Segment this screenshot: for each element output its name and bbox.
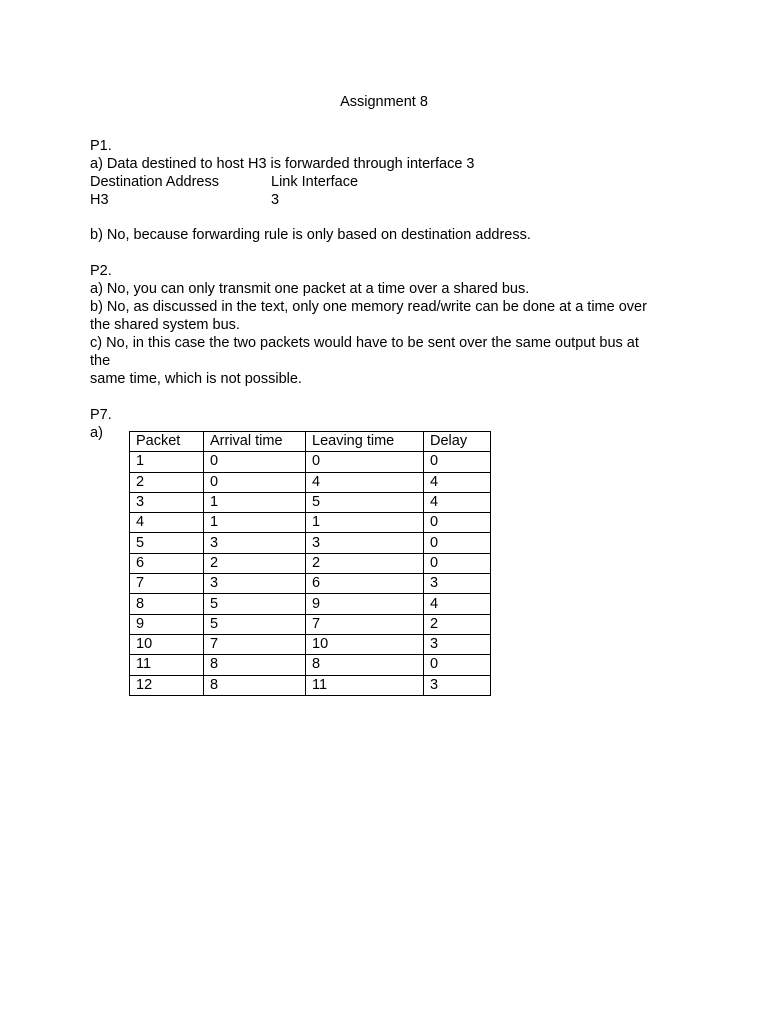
table-row — [130, 655, 491, 675]
p1-header-destination: Destination Address — [90, 174, 219, 190]
table-cell: 7 — [204, 634, 306, 654]
p1-header-link: Link Interface — [271, 174, 359, 190]
table-cell: 11 — [306, 675, 424, 695]
p1-answer-a: a) Data destined to host H3 is forwarded through interface 3 — [90, 156, 475, 172]
table-row — [130, 472, 491, 492]
table-row — [130, 594, 491, 614]
table-cell: 0 — [424, 452, 491, 472]
p1-row-link: 3 — [271, 192, 280, 208]
table-cell: 4 — [424, 472, 491, 492]
p2-answer-c-line2: the — [90, 353, 111, 369]
table-cell: 4 — [424, 594, 491, 614]
table-row — [130, 614, 491, 634]
table-cell: 12 — [130, 675, 204, 695]
table-cell: 6 — [130, 553, 204, 573]
table-header-cell: Arrival time — [204, 432, 306, 452]
table-cell: 9 — [130, 614, 204, 634]
p2-answer-b-line2: the shared system bus. — [90, 317, 240, 333]
table-cell: 2 — [424, 614, 491, 634]
table-cell: 7 — [306, 614, 424, 634]
table-cell: 0 — [306, 452, 424, 472]
table-cell: 1 — [204, 492, 306, 512]
table-cell: 10 — [306, 634, 424, 654]
table-row — [130, 533, 491, 553]
p7-answer-a: a) — [90, 425, 103, 441]
table-row — [130, 513, 491, 533]
table-row — [130, 553, 491, 573]
table-cell: 3 — [204, 533, 306, 553]
table-cell: 7 — [130, 574, 204, 594]
table-cell: 4 — [306, 472, 424, 492]
p2-answer-c-line3: same time, which is not possible. — [90, 371, 302, 387]
table-header-row — [130, 432, 491, 452]
p1-answer-b: b) No, because forwarding rule is only based on destination address. — [90, 227, 531, 243]
table-cell: 4 — [130, 513, 204, 533]
table-header-cell: Leaving time — [306, 432, 424, 452]
p2-heading: P2. — [90, 263, 112, 279]
table-header-cell: Delay — [424, 432, 491, 452]
packet-delay-table — [129, 431, 491, 696]
table-cell: 3 — [424, 675, 491, 695]
table-cell: 5 — [306, 492, 424, 512]
table-cell: 3 — [130, 492, 204, 512]
table-cell: 5 — [204, 614, 306, 634]
table-cell: 5 — [130, 533, 204, 553]
table-row — [130, 574, 491, 594]
p7-heading: P7. — [90, 407, 112, 423]
table-cell: 8 — [306, 655, 424, 675]
page-title: Assignment 8 — [340, 94, 428, 110]
table-header-cell: Packet — [130, 432, 204, 452]
table-cell: 6 — [306, 574, 424, 594]
table-cell: 2 — [204, 553, 306, 573]
table-cell: 2 — [130, 472, 204, 492]
table-body — [130, 452, 491, 696]
p2-answer-a: a) No, you can only transmit one packet at a time over a shared bus. — [90, 281, 530, 297]
p1-row-destination: H3 — [90, 192, 109, 208]
table-cell: 3 — [306, 533, 424, 553]
table-cell: 0 — [204, 452, 306, 472]
table-cell: 2 — [306, 553, 424, 573]
p1-heading: P1. — [90, 138, 112, 154]
table-cell: 1 — [204, 513, 306, 533]
p2-answer-c-line1: c) No, in this case the two packets would have to be sent over the same output bus at — [90, 335, 639, 351]
table-cell: 10 — [130, 634, 204, 654]
table-row — [130, 452, 491, 472]
table-cell: 5 — [204, 594, 306, 614]
table-cell: 0 — [424, 655, 491, 675]
table-row — [130, 675, 491, 695]
table-cell: 8 — [130, 594, 204, 614]
table-cell: 9 — [306, 594, 424, 614]
table-cell: 3 — [204, 574, 306, 594]
table-cell: 1 — [306, 513, 424, 533]
table-cell: 1 — [130, 452, 204, 472]
table-cell: 0 — [424, 513, 491, 533]
table-row — [130, 634, 491, 654]
table-cell: 0 — [204, 472, 306, 492]
table-cell: 8 — [204, 655, 306, 675]
p2-answer-b-line1: b) No, as discussed in the text, only one memory read/write can be done at a time over — [90, 299, 647, 315]
table-row — [130, 492, 491, 512]
table-cell: 4 — [424, 492, 491, 512]
table-cell: 11 — [130, 655, 204, 675]
table-cell: 0 — [424, 533, 491, 553]
table-cell: 0 — [424, 553, 491, 573]
table-cell: 3 — [424, 574, 491, 594]
table-cell: 8 — [204, 675, 306, 695]
table-cell: 3 — [424, 634, 491, 654]
